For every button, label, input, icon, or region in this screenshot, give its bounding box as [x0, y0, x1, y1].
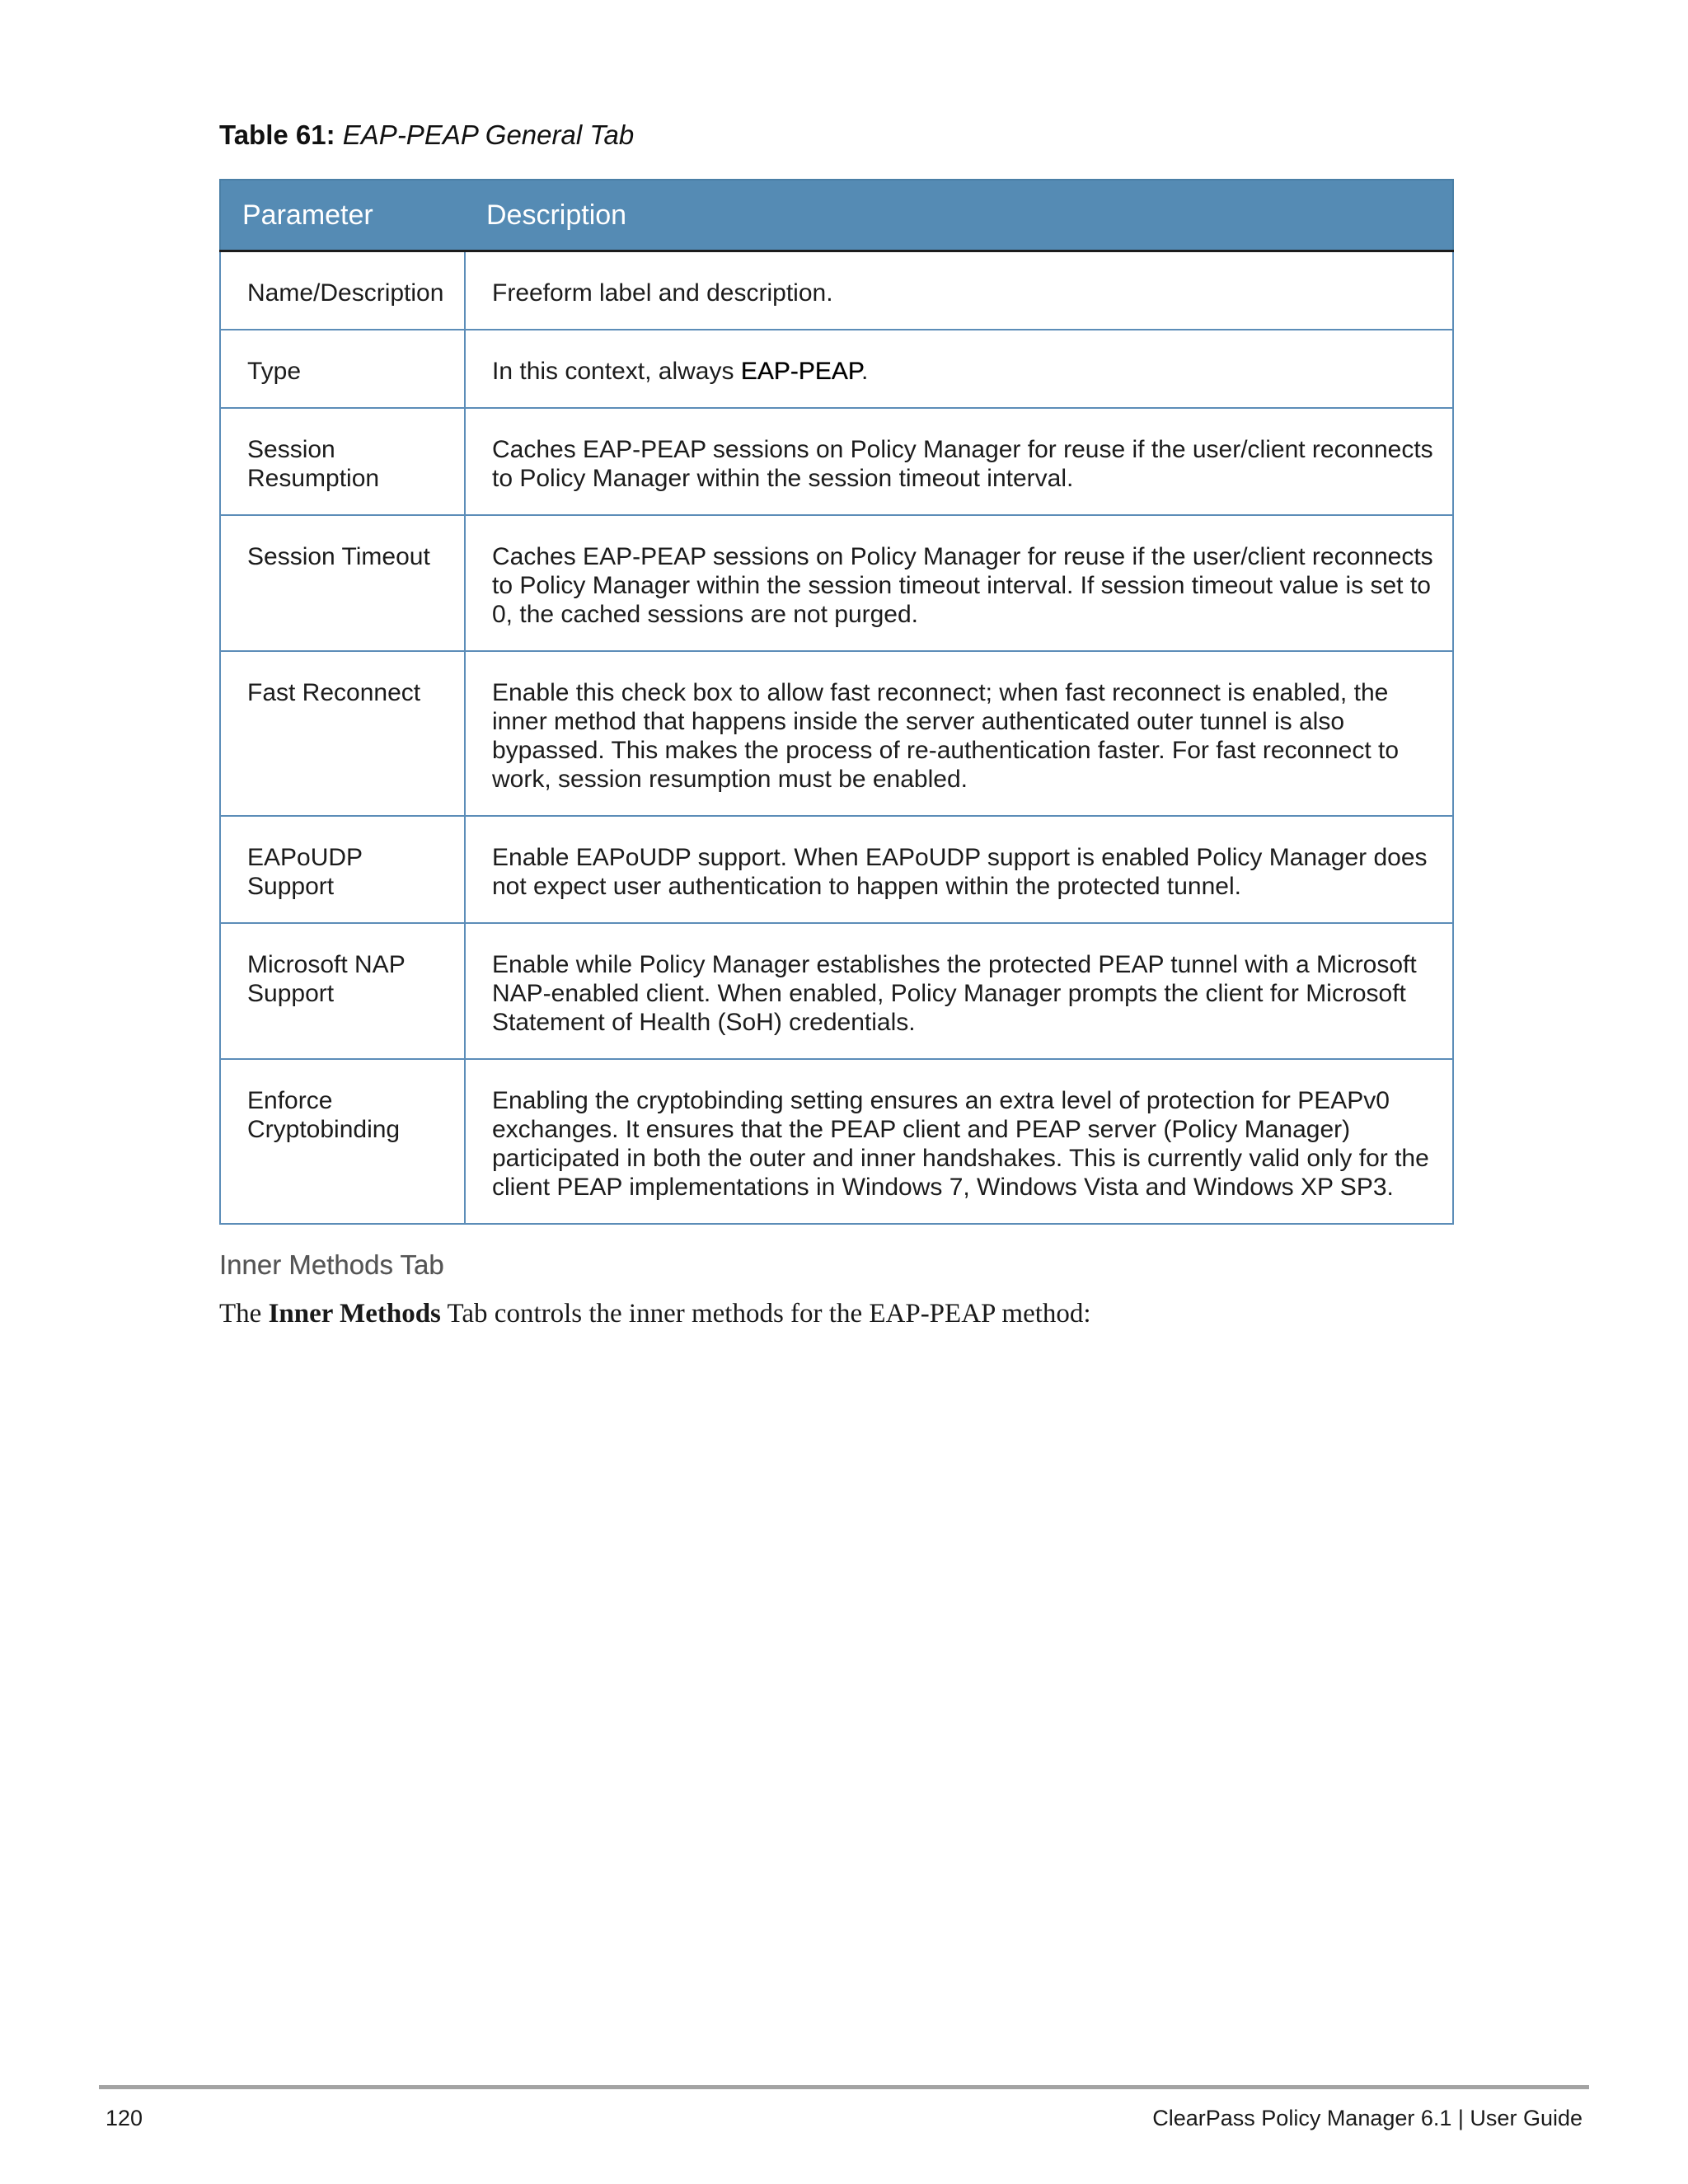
parameter-cell: Type [220, 330, 465, 408]
body-text-bold: Inner Methods [268, 1299, 441, 1329]
description-cell [465, 816, 1453, 923]
table-row [220, 330, 1453, 408]
description-cell [465, 330, 1453, 408]
parameter-cell: EAPoUDP Support [220, 816, 465, 923]
description-text: Enable EAPoUDP support. When EAPoUDP support is enabled Policy Manager does not expect user authentication to happen within the protected tunnel. [492, 844, 1428, 900]
description-text: Enable this check box to allow fast reconnect; when fast reconnect is enabled, the inner method that happens inside the server authenticated outer tunnel is also bypassed. This makes the process of re-authentication faster. For fast reconnect to work, session resumption must be enabled. [492, 679, 1400, 793]
description-text: Enable while Policy Manager establishes the protected PEAP tunnel with a Microsoft NAP-enabled client. When enabled, Policy Manager prompts the client for Microsoft Statement of Health (SoH) credentials. [492, 951, 1417, 1036]
description-cell [465, 923, 1453, 1059]
body-text-end: Tab controls the inner methods for the EAP-PEAP method: [440, 1299, 1091, 1329]
parameter-cell: Enforce Cryptobinding [220, 1059, 465, 1224]
column-header-description: Description [465, 180, 1453, 251]
body-text-start: The [219, 1299, 269, 1329]
parameter-table [219, 179, 1454, 1225]
caption-label: Table 61: [219, 120, 335, 150]
parameter-cell: Session Timeout [220, 515, 465, 651]
body-paragraph [219, 1296, 1091, 1332]
section-heading: Inner Methods Tab [219, 1249, 444, 1280]
page-number: 120 [106, 2106, 143, 2130]
table-header-row [220, 180, 1453, 251]
table-row [220, 1059, 1453, 1224]
table-row [220, 816, 1453, 923]
table-row [220, 923, 1453, 1059]
parameter-cell: Microsoft NAP Support [220, 923, 465, 1059]
table-row [220, 651, 1453, 816]
document-title: ClearPass Policy Manager 6.1 | User Guide [1152, 2106, 1582, 2130]
description-cell [465, 408, 1453, 515]
description-emphasis: EAP-PEAP [740, 358, 862, 385]
description-text: Freeform label and description. [492, 279, 833, 307]
description-cell [465, 1059, 1453, 1224]
description-text: Caches EAP-PEAP sessions on Policy Manager for reuse if the user/client reconnects to Policy Manager within the session timeout interval. If session timeout value is set to 0, the cached sessions are not purged. [492, 543, 1433, 628]
description-text-end: . [861, 358, 869, 385]
description-cell [465, 251, 1453, 330]
table-row [220, 251, 1453, 330]
description-text: In this context, always [492, 358, 741, 385]
footer-divider [99, 2085, 1589, 2089]
description-text: Enabling the cryptobinding setting ensures an extra level of protection for PEAPv0 exchanges. It ensures that the PEAP client and PEAP server (Policy Manager) participated in both the outer and inner handshakes. This is currently valid only for the client PEAP implementations in Windows 7, Windows Vista and Windows XP SP3. [492, 1087, 1429, 1201]
parameter-cell: Fast Reconnect [220, 651, 465, 816]
table-row [220, 515, 1453, 651]
description-cell [465, 651, 1453, 816]
description-cell [465, 515, 1453, 651]
description-text: Caches EAP-PEAP sessions on Policy Manager for reuse if the user/client reconnects to Policy Manager within the session timeout interval. [492, 436, 1433, 492]
caption-title: EAP-PEAP General Tab [342, 120, 635, 150]
parameter-cell: Session Resumption [220, 408, 465, 515]
column-header-parameter: Parameter [220, 180, 465, 251]
table-caption [219, 117, 634, 153]
table-row [220, 408, 1453, 515]
parameter-cell: Name/Description [220, 251, 465, 330]
